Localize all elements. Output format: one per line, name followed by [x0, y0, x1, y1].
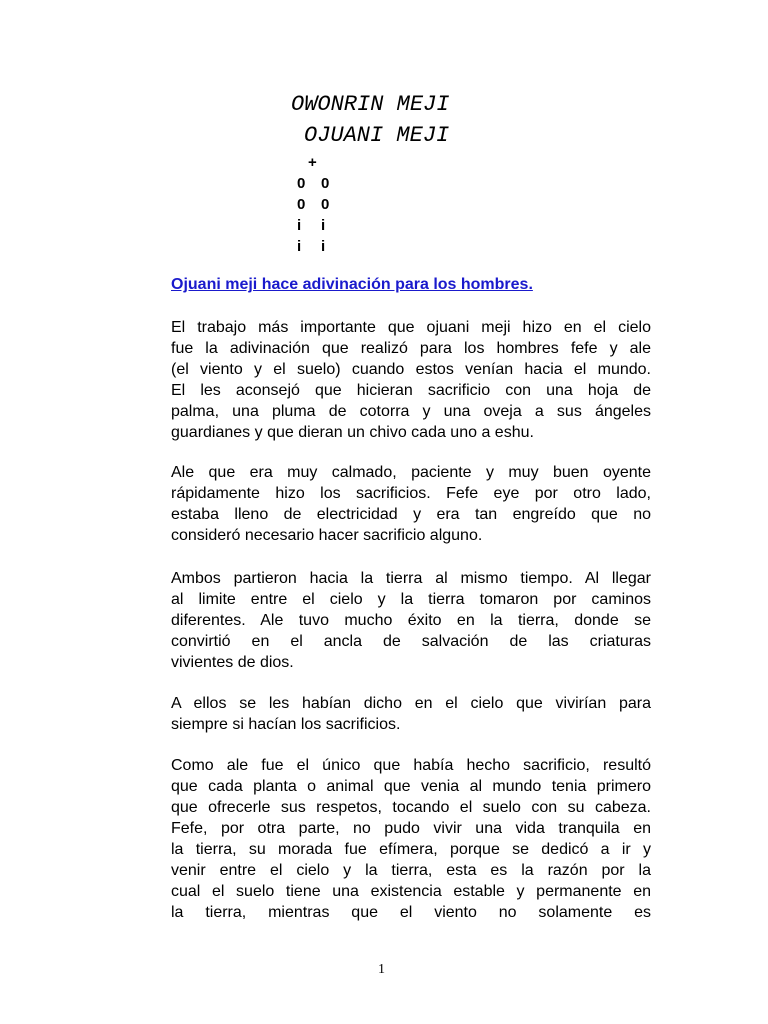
text-line: Ambos partieron hacia la tierra al mismo tiempo. Al llegar [171, 570, 651, 587]
figure-mark-left: 0 [297, 175, 306, 192]
figure-mark-left: 0 [297, 196, 306, 213]
document-title-line-1: OWONRIN MEJI [291, 92, 450, 117]
text-line: guardianes y que dieran un chivo cada uno a eshu. [171, 424, 534, 441]
figure-row [297, 173, 357, 194]
text-line: Como ale fue el único que había hecho sacrificio, resultó [171, 757, 651, 774]
text-line: al limite entre el cielo y la tierra tomaron por caminos [171, 591, 651, 608]
figure-row [297, 194, 357, 215]
text-line: la tierra, mientras que el viento no solamente es [171, 904, 651, 921]
text-line: cual el suelo tiene una existencia estable y permanente en [171, 883, 651, 900]
text-line: siempre si hacían los sacrificios. [171, 716, 401, 733]
page-number: 1 [378, 962, 385, 977]
figure-mark-left: i [297, 238, 302, 255]
text-line: vivientes de dios. [171, 654, 294, 671]
section-heading-link[interactable]: Ojuani meji hace adivinación para los hombres. [171, 276, 533, 293]
text-line: estaba lleno de electricidad y era tan engreído que no [171, 506, 651, 523]
figure-row [297, 236, 357, 257]
document-title-line-2: OJUANI MEJI [304, 123, 450, 148]
text-line: rápidamente hizo los sacrificios. Fefe eye por otro lado, [171, 485, 651, 502]
figure-mark-right: i [321, 217, 326, 234]
figure-plus-sign: + [308, 154, 317, 171]
text-line: venir entre el cielo y la tierra, esta es la razón por la [171, 862, 651, 879]
figure-mark-right: 0 [321, 196, 330, 213]
text-line: diferentes. Ale tuvo mucho éxito en la tierra, donde se [171, 612, 651, 629]
text-line: consideró necesario hacer sacrificio alguno. [171, 527, 483, 544]
figure-mark-right: i [321, 238, 326, 255]
paragraph-5 [171, 755, 651, 923]
text-line: Fefe, por otra parte, no pudo vivir una vida tranquila en [171, 820, 651, 837]
paragraph-4 [171, 693, 651, 735]
figure-mark-right: 0 [321, 175, 330, 192]
text-line: palma, una pluma de cotorra y una oveja a sus ángeles [171, 403, 651, 420]
text-line: El les aconsejó que hicieran sacrificio con una hoja de [171, 382, 651, 399]
figure-row [297, 215, 357, 236]
paragraph-1 [171, 317, 651, 443]
text-line: convirtió en el ancla de salvación de las criaturas [171, 633, 651, 650]
text-line: El trabajo más importante que ojuani meji hizo en el cielo [171, 319, 651, 336]
divination-figure [297, 152, 357, 257]
text-line: fue la adivinación que realizó para los hombres fefe y ale [171, 340, 651, 357]
text-line: que ofrecerle sus respetos, tocando el suelo con su cabeza. [171, 799, 651, 816]
paragraph-2 [171, 462, 651, 546]
figure-mark-left: i [297, 217, 302, 234]
text-line: que cada planta o animal que venia al mundo tenia primero [171, 778, 651, 795]
text-line: la tierra, su morada fue efímera, porque se dedicó a ir y [171, 841, 651, 858]
paragraph-3 [171, 568, 651, 673]
text-line: Ale que era muy calmado, paciente y muy buen oyente [171, 464, 651, 481]
text-line: A ellos se les habían dicho en el cielo que vivirían para [171, 695, 651, 712]
text-line: (el viento y el suelo) cuando estos venían hacia el mundo. [171, 361, 651, 378]
figure-plus-row [297, 152, 357, 173]
